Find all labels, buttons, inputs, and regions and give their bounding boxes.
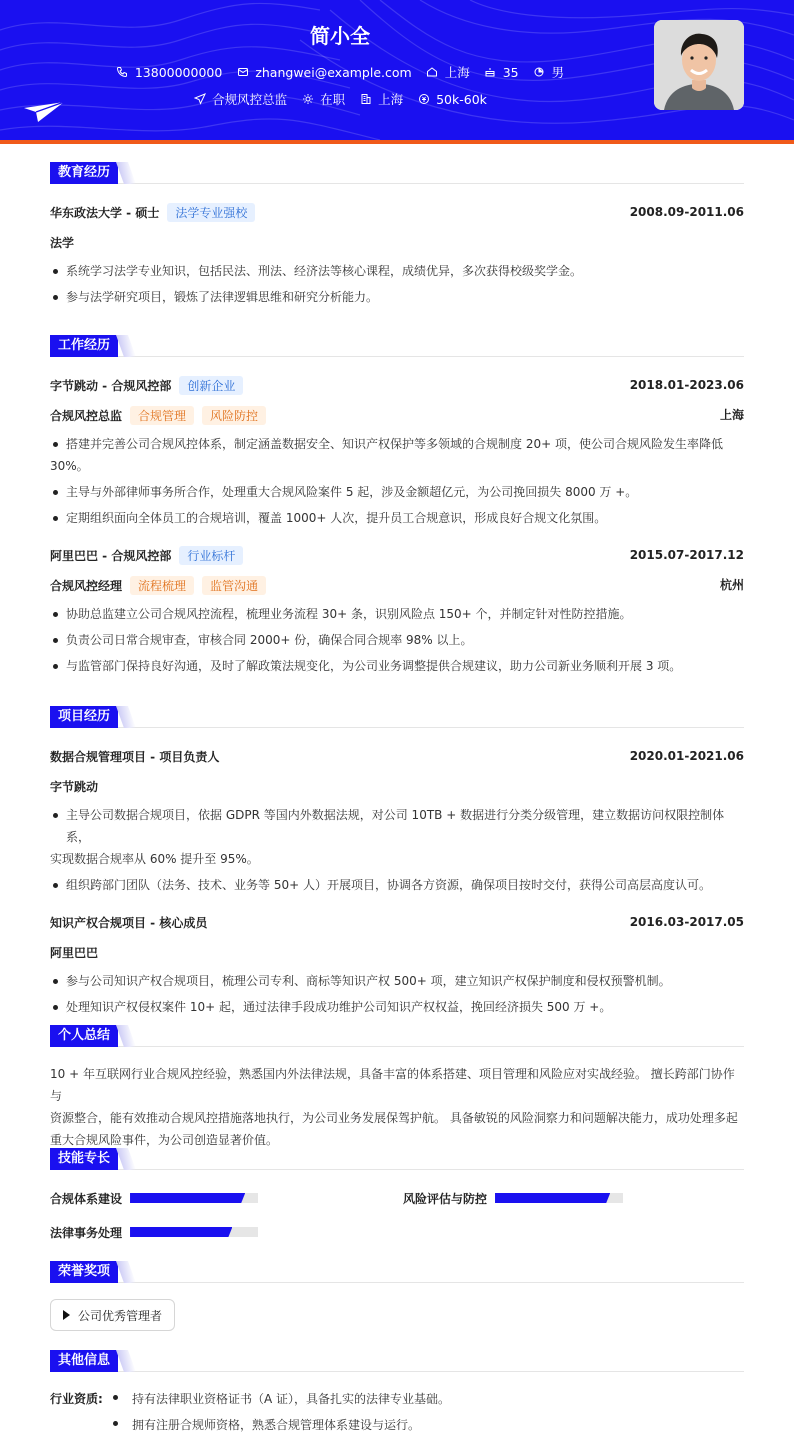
summary-line: 资源整合，能有效推动合规风控措施落地执行，为公司业务发展保驾护航。 具备敏锐的风险洞察力和问题解决能力，成功处理多起 — [50, 1111, 738, 1125]
gender-icon — [533, 66, 546, 79]
company-name: 阿里巴巴 - 合规风控部 — [50, 548, 172, 563]
award-item[interactable] — [50, 1299, 175, 1331]
summary-text — [50, 1063, 744, 1151]
money-icon — [417, 93, 430, 106]
city-value: 上海 — [444, 65, 470, 80]
skill-bar-fill — [130, 1193, 245, 1203]
major: 法学 — [50, 235, 75, 250]
heading-decoration — [116, 1025, 136, 1047]
summary-line: 10 + 年互联网行业合规风控经验，熟悉国内外法律法规，具备丰富的体系搭建、项目管理和风险应对实战经验。 擅长跨部门协作与 — [50, 1067, 735, 1103]
skill-bar-fill — [130, 1227, 232, 1237]
heading-decoration — [116, 162, 136, 184]
skill-chip: 流程梳理 — [130, 576, 194, 595]
skill-bar — [130, 1227, 258, 1237]
section-heading — [50, 1148, 744, 1170]
list-item: 协助总监建立公司合规风控流程，梳理业务流程 30+ 条，识别风险点 150+ 个，并制定针对性防控措施。 — [50, 603, 744, 625]
list-item: 参与公司知识产权合规项目，梳理公司专利、商标等知识产权 500+ 项，建立知识产权保护制度和侵权预警机制。 — [50, 970, 744, 992]
work-entry-header — [50, 375, 744, 395]
heading-decoration — [116, 335, 136, 357]
project-date: 2020.01-2021.06 — [629, 749, 744, 763]
position-item — [193, 90, 287, 108]
salary-item — [417, 90, 487, 108]
portrait-image — [654, 20, 744, 110]
projects-section — [50, 706, 744, 1018]
education-entry-header — [50, 202, 744, 222]
work-bullets — [50, 433, 744, 529]
heading-decoration — [116, 706, 136, 728]
building-icon — [359, 93, 372, 106]
section-title: 工作经历 — [50, 335, 118, 357]
job-title: 合规风控总监 — [50, 408, 123, 423]
home-icon — [426, 66, 439, 79]
city-item — [426, 63, 470, 81]
gender-value: 男 — [551, 65, 565, 80]
summary-line: 重大合规风险事件，为公司创造显著价值。 — [50, 1133, 279, 1147]
section-heading — [50, 162, 744, 184]
skill-name: 合规体系建设 — [50, 1191, 123, 1206]
section-heading — [50, 706, 744, 728]
qualification-list — [110, 1386, 450, 1438]
skill-bar — [495, 1193, 623, 1203]
skill-item — [50, 1191, 258, 1205]
work-title-row — [50, 575, 744, 595]
major-row — [50, 232, 744, 252]
target-city-item — [359, 90, 403, 108]
job-title: 合规风控经理 — [50, 578, 123, 593]
list-item: 组织跨部门团队（法务、技术、业务等 50+ 人）开展项目，协调各方资源，确保项目按时交付，获得公司高层高度认可。 — [50, 874, 744, 896]
school-name: 华东政法大学 - 硕士 — [50, 205, 160, 220]
company-name: 字节跳动 - 合规风控部 — [50, 378, 172, 393]
skill-chip: 监管沟通 — [202, 576, 266, 595]
work-location: 杭州 — [719, 578, 744, 592]
age-value: 35 — [502, 64, 519, 80]
skill-item — [403, 1191, 623, 1205]
skill-name: 法律事务处理 — [50, 1225, 123, 1240]
project-entry-header — [50, 912, 744, 932]
bullet-text: 搭建并完善公司合规风控体系，制定涵盖数据安全、知识产权保护等多领域的合规制度 20+ 项，使公司合规风险发生率降低 — [66, 437, 723, 451]
section-heading — [50, 1350, 744, 1372]
list-item — [50, 804, 744, 870]
list-item: 系统学习法学专业知识，包括民法、刑法、经济法等核心课程，成绩优异，多次获得校级奖学金。 — [50, 260, 744, 282]
bullet-text: 主导公司数据合规项目，依据 GDPR 等国内外数据法规，对公司 10TB + 数据进行分类分级管理，建立数据访问权限控制体系， — [66, 808, 725, 844]
caret-right-icon — [63, 1310, 70, 1320]
project-entry-header — [50, 746, 744, 766]
candidate-name: 简小全 — [310, 24, 370, 48]
qualification-row — [50, 1386, 744, 1438]
cake-icon — [484, 66, 497, 79]
work-entry-header — [50, 545, 744, 565]
work-title-row — [50, 405, 744, 425]
contact-row — [0, 63, 680, 81]
resume-header — [0, 0, 794, 140]
education-section — [50, 162, 744, 308]
work-date: 2015.07-2017.12 — [629, 548, 744, 562]
section-title: 荣誉奖项 — [50, 1261, 118, 1283]
phone-item — [116, 63, 222, 81]
work-section — [50, 335, 744, 677]
email-icon — [236, 66, 249, 79]
list-item: 拥有注册合规师资格，熟悉合规管理体系建设与运行。 — [110, 1412, 450, 1438]
heading-decoration — [116, 1350, 136, 1372]
company-tag: 行业标杆 — [179, 546, 243, 565]
project-org: 阿里巴巴 — [50, 945, 99, 960]
project-org: 字节跳动 — [50, 779, 99, 794]
heading-decoration — [116, 1148, 136, 1170]
list-item: 处理知识产权侵权案件 10+ 起，通过法律手段成功维护公司知识产权权益，挽回经济损失 500 万 +。 — [50, 996, 744, 1018]
phone-value: 13800000000 — [134, 64, 223, 80]
project-bullets — [50, 804, 744, 896]
skills-section — [50, 1148, 744, 1248]
project-name: 知识产权合规项目 - 核心成员 — [50, 915, 208, 930]
work-date: 2018.01-2023.06 — [629, 378, 744, 392]
skill-item — [50, 1225, 258, 1239]
project-bullets — [50, 970, 744, 1018]
skill-bar — [130, 1193, 258, 1203]
section-title: 项目经历 — [50, 706, 118, 728]
status-value: 在职 — [320, 92, 346, 107]
section-title: 个人总结 — [50, 1025, 118, 1047]
bullet-text-cont: 实现数据合规率从 60% 提升至 95%。 — [50, 852, 259, 866]
award-name: 公司优秀管理者 — [78, 1308, 163, 1323]
work-location: 上海 — [719, 408, 744, 422]
section-heading — [50, 335, 744, 357]
skill-name: 风险评估与防控 — [403, 1191, 488, 1206]
target-city-value: 上海 — [378, 92, 404, 107]
skill-bar-fill — [495, 1193, 610, 1203]
summary-section — [50, 1025, 744, 1151]
list-item: 负责公司日常合规审查，审核合同 2000+ 份，确保合同合规率 98% 以上。 — [50, 629, 744, 651]
school-tag: 法学专业强校 — [167, 203, 255, 222]
education-date: 2008.09-2011.06 — [629, 205, 744, 219]
salary-value: 50k-60k — [436, 91, 487, 107]
gender-item — [533, 63, 565, 81]
send-icon — [193, 93, 206, 106]
heading-decoration — [116, 1261, 136, 1283]
phone-icon — [116, 66, 129, 79]
list-item: 持有法律职业资格证书（A 证），具备扎实的法律专业基础。 — [110, 1386, 450, 1412]
skill-chip: 风险防控 — [202, 406, 266, 425]
project-date: 2016.03-2017.05 — [629, 915, 744, 929]
other-section — [50, 1350, 744, 1438]
list-item: 参与法学研究项目，锻炼了法律逻辑思维和研究分析能力。 — [50, 286, 744, 308]
paper-plane-icon — [24, 100, 66, 122]
section-title: 教育经历 — [50, 162, 118, 184]
email-value: zhangwei@example.com — [255, 64, 412, 80]
list-item: 主导与外部律师事务所合作，处理重大合规风险案件 5 起，涉及金额超亿元，为公司挽回损失 8000 万 +。 — [50, 481, 744, 503]
position-value: 合规风控总监 — [212, 92, 288, 107]
education-bullets — [50, 260, 744, 308]
age-item — [484, 63, 519, 81]
project-org-row — [50, 776, 744, 796]
project-org-row — [50, 942, 744, 962]
work-bullets — [50, 603, 744, 677]
list-item — [50, 433, 744, 477]
list-item: 与监管部门保持良好沟通，及时了解政策法规变化，为公司业务调整提供合规建议，助力公司新业务顺利开展 3 项。 — [50, 655, 744, 677]
skill-chip: 合规管理 — [130, 406, 194, 425]
sun-icon — [301, 93, 314, 106]
list-item: 定期组织面向全体员工的合规培训，覆盖 1000+ 人次，提升员工合规意识，形成良好合规文化氛围。 — [50, 507, 744, 529]
status-item — [301, 90, 345, 108]
section-heading — [50, 1025, 744, 1047]
project-name: 数据合规管理项目 - 项目负责人 — [50, 749, 220, 764]
section-heading — [50, 1261, 744, 1283]
section-title: 技能专长 — [50, 1148, 118, 1170]
qualification-label: 行业资质: — [50, 1392, 103, 1406]
avatar — [654, 20, 744, 110]
header-accent-line — [0, 140, 794, 144]
section-title: 其他信息 — [50, 1350, 118, 1372]
job-intent-row — [0, 90, 680, 108]
company-tag: 创新企业 — [179, 376, 243, 395]
bullet-text-cont: 30%。 — [50, 459, 89, 473]
awards-section — [50, 1261, 744, 1331]
email-item — [236, 63, 411, 81]
